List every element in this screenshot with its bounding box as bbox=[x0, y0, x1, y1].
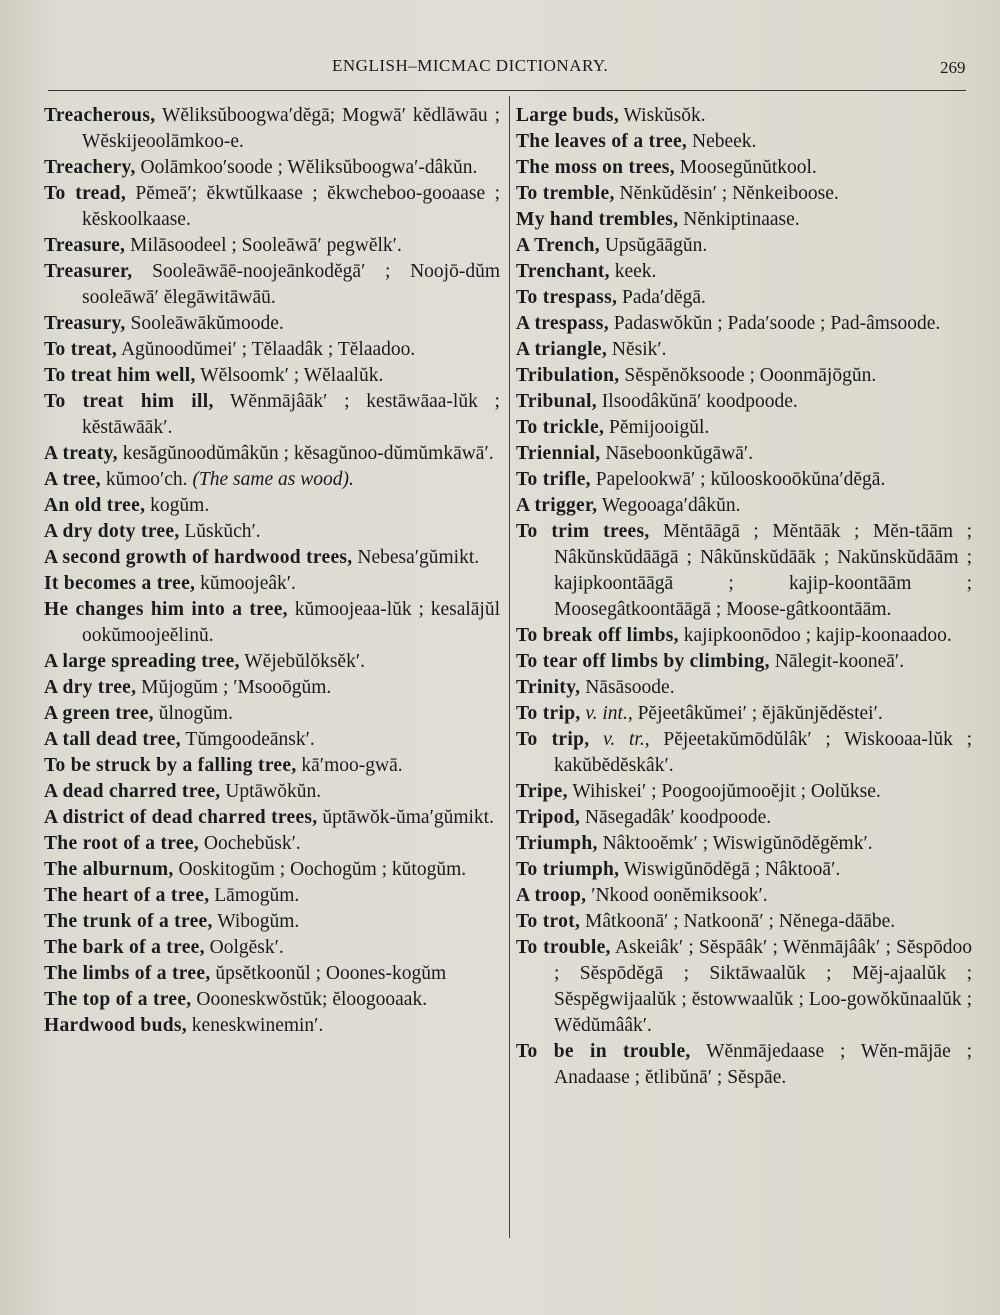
entry-headword: Tribunal, bbox=[516, 391, 597, 412]
entry-definition: Askeiâk′ ; Sĕspāâk′ ; Wĕnmājââk′ ; Sĕspōdoo ; Sĕspōdĕgā ; Siktāwaalŭk ; Mĕj-ajaalŭk ; Sĕspĕgwijaalŭk ; ĕstowwaalŭk ; Loo-gowŏkŭnaalŭk ; Wĕdŭmââk′. bbox=[554, 937, 972, 1036]
dictionary-entry bbox=[516, 519, 972, 623]
entry-definition: Nālegit-kooneā′. bbox=[774, 651, 905, 672]
entry-headword: To treat him well, bbox=[44, 365, 196, 386]
entry-definition: Moosegŭnŭtkool. bbox=[679, 157, 817, 178]
dictionary-entry bbox=[44, 259, 500, 311]
entry-headword: To be struck by a falling tree, bbox=[44, 755, 297, 776]
dictionary-entry bbox=[516, 415, 972, 441]
dictionary-entry bbox=[516, 675, 972, 701]
entry-definition: Papelookwā′ ; kŭlooskooōkŭna′dĕgā. bbox=[595, 469, 886, 490]
entry-definition: ŭptāwŏk-ŭma′gŭmikt. bbox=[322, 807, 494, 828]
entry-definition: Sooleāwākŭmoode. bbox=[130, 313, 284, 334]
dictionary-entry bbox=[44, 883, 500, 909]
entry-definition: Nāseboonkŭgāwā′. bbox=[605, 443, 754, 464]
entry-headword: It becomes a tree, bbox=[44, 573, 196, 594]
dictionary-entry bbox=[516, 727, 972, 779]
entry-headword: To trot, bbox=[516, 911, 581, 932]
entry-headword: Triumph, bbox=[516, 833, 598, 854]
running-title: ENGLISH–MICMAC DICTIONARY. bbox=[332, 56, 609, 75]
dictionary-entry bbox=[516, 363, 972, 389]
entry-definition: Agŭnoodŭmei′ ; Tĕlaadâk ; Tĕlaadoo. bbox=[120, 339, 416, 360]
dictionary-entry bbox=[44, 571, 500, 597]
dictionary-entry bbox=[516, 207, 972, 233]
dictionary-entry bbox=[44, 935, 500, 961]
dictionary-entry bbox=[44, 701, 500, 727]
dictionary-entry bbox=[44, 961, 500, 987]
entry-definition: ′Nkood oonĕmiksook′. bbox=[591, 885, 768, 906]
entry-definition: Mŭjogŭm ; ′Msooōgŭm. bbox=[141, 677, 332, 698]
entry-headword: To break off limbs, bbox=[516, 625, 679, 646]
entry-headword: To trip, bbox=[516, 703, 581, 724]
entry-headword: Trenchant, bbox=[516, 261, 610, 282]
entry-headword: To trespass, bbox=[516, 287, 618, 308]
entry-definition: Oochebŭsk′. bbox=[203, 833, 301, 854]
entry-headword: A dead charred tree, bbox=[44, 781, 221, 802]
dictionary-entry bbox=[516, 649, 972, 675]
entry-definition: ŭlnogŭm. bbox=[158, 703, 233, 724]
entry-definition: ŭpsĕtkoonŭl ; Ooones-kogŭm bbox=[215, 963, 447, 984]
dictionary-entry bbox=[44, 727, 500, 753]
dictionary-entry bbox=[44, 649, 500, 675]
entry-definition: kajipkoonōdoo ; kajip-koonaadoo. bbox=[683, 625, 952, 646]
entry-headword: A treaty, bbox=[44, 443, 118, 464]
entry-headword: Trinity, bbox=[516, 677, 581, 698]
dictionary-entry bbox=[516, 181, 972, 207]
entry-headword: The root of a tree, bbox=[44, 833, 199, 854]
entry-headword: A trigger, bbox=[516, 495, 598, 516]
entry-headword: To tremble, bbox=[516, 183, 615, 204]
entry-headword: To treat him ill, bbox=[44, 391, 214, 412]
dictionary-entry bbox=[516, 103, 972, 129]
entry-headword: A large spreading tree, bbox=[44, 651, 240, 672]
dictionary-entry bbox=[516, 441, 972, 467]
entry-headword: Tripe, bbox=[516, 781, 568, 802]
entry-definition: Lāmogŭm. bbox=[214, 885, 300, 906]
entry-definition: Pĕjeetâkŭmei′ ; ĕjākŭnjĕdĕstei′. bbox=[637, 703, 883, 724]
entry-headword: To tear off limbs by climbing, bbox=[516, 651, 770, 672]
entry-definition: Nâktooĕmk′ ; Wiswigŭnōdĕgĕmk′. bbox=[602, 833, 873, 854]
dictionary-entry bbox=[516, 935, 972, 1039]
entry-definition: Nebesa′gŭmikt. bbox=[357, 547, 480, 568]
entry-definition: Wĕnmājedaase ; Wĕn-mājāe ; Anadaase ; ĕtlibŭnā′ ; Sĕspāe. bbox=[554, 1041, 972, 1088]
entry-headword: The limbs of a tree, bbox=[44, 963, 211, 984]
entry-definition: Pĕmijooigŭl. bbox=[609, 417, 710, 438]
entry-definition: Uptāwŏkŭn. bbox=[225, 781, 322, 802]
entry-grammar: v. tr., bbox=[603, 729, 650, 750]
entry-headword: The alburnum, bbox=[44, 859, 174, 880]
entry-definition: Nāsāsoode. bbox=[585, 677, 675, 698]
entry-headword: He changes him into a tree, bbox=[44, 599, 288, 620]
entry-headword: A triangle, bbox=[516, 339, 608, 360]
entry-headword: To triumph, bbox=[516, 859, 620, 880]
dictionary-entry bbox=[44, 909, 500, 935]
entry-definition: Wĕjebŭlŏksĕk′. bbox=[244, 651, 365, 672]
entry-definition: Sĕspĕnŏksoode ; Ooonmājōgŭn. bbox=[624, 365, 877, 386]
entry-headword: To trim trees, bbox=[516, 521, 650, 542]
dictionary-entry bbox=[516, 831, 972, 857]
entry-definition: Nĕnkiptinaase. bbox=[683, 209, 800, 230]
entry-grammar: v. int., bbox=[585, 703, 633, 724]
entry-definition: Wiskŭsŏk. bbox=[623, 105, 706, 126]
dictionary-entry bbox=[44, 467, 500, 493]
entry-definition: Oooneskwŏstŭk; ĕloogooaak. bbox=[196, 989, 428, 1010]
entry-headword: Treasury, bbox=[44, 313, 126, 334]
entry-definition: Pada′dĕgā. bbox=[622, 287, 706, 308]
entry-headword: To treat, bbox=[44, 339, 118, 360]
column-divider bbox=[509, 96, 510, 1238]
entry-headword: To trip, bbox=[516, 729, 590, 750]
entry-definition: Wĕliksŭboogwa′dĕgā; Mogwā′ kĕdlāwāu ; Wĕskijeoolāmkoo-e. bbox=[82, 105, 500, 152]
entry-definition: Upsŭgāāgŭn. bbox=[604, 235, 708, 256]
entry-headword: Tripod, bbox=[516, 807, 581, 828]
dictionary-entry bbox=[516, 285, 972, 311]
right-column bbox=[516, 103, 972, 1091]
entry-headword: A dry tree, bbox=[44, 677, 137, 698]
entry-headword: Triennial, bbox=[516, 443, 601, 464]
entry-headword: The moss on trees, bbox=[516, 157, 675, 178]
dictionary-entry bbox=[44, 1013, 500, 1039]
entry-definition: Lŭskŭch′. bbox=[184, 521, 261, 542]
dictionary-entry bbox=[516, 337, 972, 363]
entry-headword: A district of dead charred trees, bbox=[44, 807, 318, 828]
dictionary-entry bbox=[516, 129, 972, 155]
entry-definition: Ooskitogŭm ; Oochogŭm ; kŭtogŭm. bbox=[178, 859, 467, 880]
dictionary-entry bbox=[44, 363, 500, 389]
page-number: 269 bbox=[940, 58, 966, 77]
dictionary-entry bbox=[44, 545, 500, 571]
dictionary-entry bbox=[516, 779, 972, 805]
dictionary-entry bbox=[44, 831, 500, 857]
dictionary-entry bbox=[516, 259, 972, 285]
entry-definition: Wibogŭm. bbox=[217, 911, 300, 932]
entry-definition: Oolgĕsk′. bbox=[209, 937, 284, 958]
entry-headword: Treasure, bbox=[44, 235, 126, 256]
entry-headword: The top of a tree, bbox=[44, 989, 192, 1010]
entry-headword: A tall dead tree, bbox=[44, 729, 181, 750]
header-rule bbox=[48, 90, 966, 91]
entry-definition: kesăgŭnoodŭmâkŭn ; kĕsagŭnoo-dŭmŭmkāwā′. bbox=[122, 443, 494, 464]
entry-headword: A second growth of hardwood trees, bbox=[44, 547, 353, 568]
entry-definition: Padaswŏkŭn ; Pada′soode ; Pad-âmsoode. bbox=[613, 313, 941, 334]
entry-definition: Nāsegadâk′ koodpoode. bbox=[584, 807, 772, 828]
dictionary-entry bbox=[44, 103, 500, 155]
entry-definition: Pĕjeetakŭmōdŭlâk′ ; Wiskooaa-lŭk ; kakŭbĕdĕskâk′. bbox=[554, 729, 972, 776]
entry-headword: To trickle, bbox=[516, 417, 605, 438]
entry-definition: kŭmoojeâk′. bbox=[200, 573, 296, 594]
dictionary-entry bbox=[516, 467, 972, 493]
dictionary-entry bbox=[44, 441, 500, 467]
entry-headword: To be in trouble, bbox=[516, 1041, 691, 1062]
entry-headword: The leaves of a tree, bbox=[516, 131, 688, 152]
entry-definition: Wĕnmājâāk′ ; kestāwāaa-lŭk ; kĕstāwāāk′. bbox=[82, 391, 500, 438]
entry-definition: kŭmoojeaa-lŭk ; kesalājŭl ookŭmoojeĕlinŭ. bbox=[82, 599, 501, 646]
dictionary-entry bbox=[44, 987, 500, 1013]
dictionary-entry bbox=[44, 857, 500, 883]
entry-definition: keneskwinemin′. bbox=[191, 1015, 324, 1036]
entry-definition: kŭmoo′ch. bbox=[105, 469, 188, 490]
entry-definition: Milāsoodeel ; Sooleāwā′ pegwĕlk′. bbox=[130, 235, 402, 256]
entry-definition: Nĕnkŭdĕsin′ ; Nĕnkeiboose. bbox=[619, 183, 839, 204]
dictionary-entry bbox=[44, 155, 500, 181]
entry-headword: Treachery, bbox=[44, 157, 136, 178]
dictionary-entry bbox=[44, 337, 500, 363]
entry-headword: My hand trembles, bbox=[516, 209, 679, 230]
entry-definition: Nebeek. bbox=[691, 131, 757, 152]
entry-definition: Sooleāwāē-noojeānkodĕgā′ ; Noojō-dŭm sooleāwā′ ĕlegāwitāwāū. bbox=[82, 261, 501, 308]
entry-definition: Wihiskei′ ; Poogoojŭmooĕjit ; Oolŭkse. bbox=[572, 781, 881, 802]
dictionary-entry bbox=[44, 805, 500, 831]
dictionary-entry bbox=[44, 519, 500, 545]
left-column bbox=[44, 103, 500, 1039]
entry-headword: Hardwood buds, bbox=[44, 1015, 187, 1036]
entry-note: (The same as wood). bbox=[192, 469, 354, 490]
dictionary-entry bbox=[516, 883, 972, 909]
entry-headword: Treacherous, bbox=[44, 105, 156, 126]
page-header bbox=[0, 56, 1000, 82]
dictionary-entry bbox=[516, 909, 972, 935]
entry-headword: The trunk of a tree, bbox=[44, 911, 213, 932]
dictionary-entry bbox=[44, 233, 500, 259]
entry-headword: A green tree, bbox=[44, 703, 154, 724]
entry-headword: To trifle, bbox=[516, 469, 591, 490]
entry-headword: The heart of a tree, bbox=[44, 885, 210, 906]
entry-definition: Wegooaga′dâkŭn. bbox=[601, 495, 741, 516]
entry-definition: kā′moo-gwā. bbox=[301, 755, 403, 776]
dictionary-entry bbox=[44, 389, 500, 441]
entry-definition: Nĕsik′. bbox=[611, 339, 667, 360]
dictionary-entry bbox=[44, 753, 500, 779]
entry-definition: Pĕmeā′; ĕkwtŭlkaase ; ĕkwcheboo-gooaase ; kĕskoolkaase. bbox=[82, 183, 500, 230]
entry-headword: To trouble, bbox=[516, 937, 611, 958]
entry-headword: Treasurer, bbox=[44, 261, 133, 282]
dictionary-entry bbox=[516, 155, 972, 181]
dictionary-entry bbox=[516, 233, 972, 259]
dictionary-entry bbox=[516, 701, 972, 727]
entry-definition: keek. bbox=[614, 261, 657, 282]
entry-definition: Wĕlsoomk′ ; Wĕlaalŭk. bbox=[200, 365, 384, 386]
entry-definition: Wiswigŭnōdĕgā ; Nâktooā′. bbox=[623, 859, 841, 880]
dictionary-entry bbox=[516, 311, 972, 337]
dictionary-entry bbox=[516, 1039, 972, 1091]
entry-definition: Mâtkoonā′ ; Natkoonā′ ; Nĕnega-dāābe. bbox=[585, 911, 896, 932]
entry-definition: Mĕntāāgā ; Mĕntāāk ; Mĕn-tāām ; Nâkŭnskŭdāāgā ; Nâkŭnskŭdāāk ; Nakŭnskŭdāām ; kajipkoontāāgā ; kajip-koontāām ; Moosegâtkoontāāgā ; Moose-gâtkoontāām. bbox=[554, 521, 973, 620]
dictionary-entry bbox=[44, 181, 500, 233]
entry-headword: A tree, bbox=[44, 469, 101, 490]
entry-definition: Tŭmgoodeānsk′. bbox=[185, 729, 315, 750]
entry-headword: A trespass, bbox=[516, 313, 609, 334]
dictionary-entry bbox=[44, 675, 500, 701]
dictionary-entry bbox=[516, 623, 972, 649]
entry-headword: A troop, bbox=[516, 885, 587, 906]
entry-headword: A dry doty tree, bbox=[44, 521, 180, 542]
dictionary-entry bbox=[44, 493, 500, 519]
dictionary-entry bbox=[44, 311, 500, 337]
dictionary-entry bbox=[516, 389, 972, 415]
dictionary-entry bbox=[44, 597, 500, 649]
dictionary-entry bbox=[516, 857, 972, 883]
entry-definition: kogŭm. bbox=[150, 495, 210, 516]
entry-headword: The bark of a tree, bbox=[44, 937, 205, 958]
entry-headword: To tread, bbox=[44, 183, 126, 204]
dictionary-entry bbox=[516, 493, 972, 519]
entry-headword: A Trench, bbox=[516, 235, 600, 256]
entry-headword: An old tree, bbox=[44, 495, 146, 516]
dictionary-entry bbox=[44, 779, 500, 805]
entry-headword: Tribulation, bbox=[516, 365, 620, 386]
entry-headword: Large buds, bbox=[516, 105, 619, 126]
entry-definition: Ilsoodâkŭnā′ koodpoode. bbox=[601, 391, 798, 412]
dictionary-entry bbox=[516, 805, 972, 831]
entry-definition: Oolāmkoo′soode ; Wĕliksŭboogwa′-dâkŭn. bbox=[140, 157, 478, 178]
